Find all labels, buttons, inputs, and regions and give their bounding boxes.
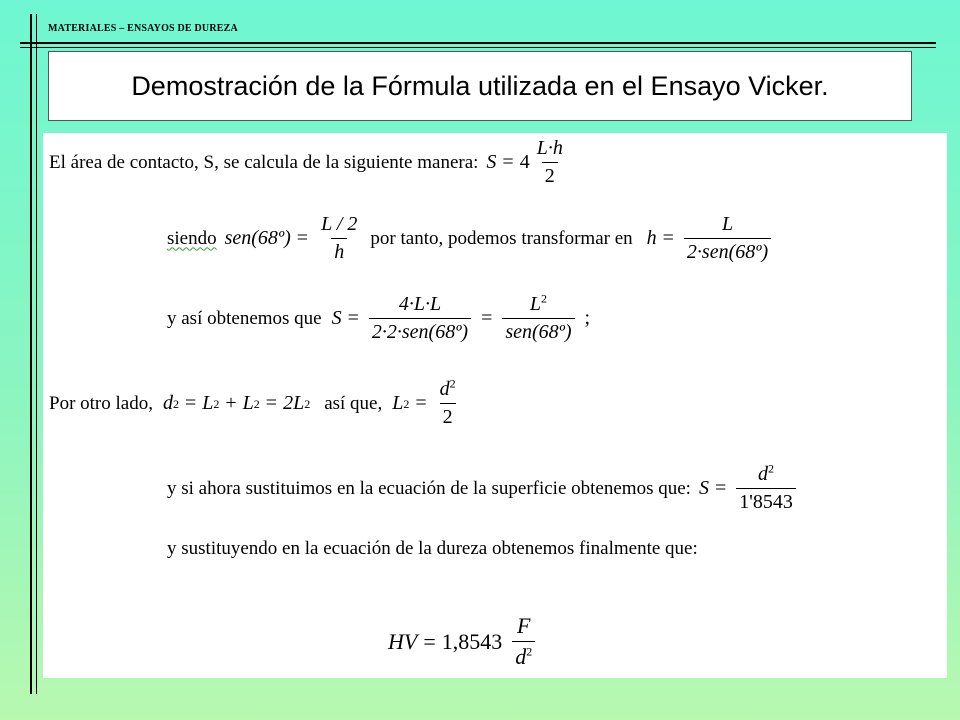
line2-siendo: siendo <box>167 227 217 249</box>
line2-por-tanto: por tanto, podemos transformar en <box>370 227 633 249</box>
formula-d2: d 2 = L 2 + L 2 = 2L 2 <box>162 392 311 414</box>
line1-text: El área de contacto, S, se calcula de la siguiente manera: <box>49 151 479 173</box>
formula-L2: L 2 = $\frac{d^2}{2}$ <box>392 378 462 429</box>
fraction-4LL: $\frac{4\cdot L\cdot L}{\text{2·2·sen(68º)}}$ <box>369 293 471 344</box>
header-label: MATERIALES – ENSAYOS DE DUREZA <box>48 23 238 34</box>
formula-S-1: S = 4 $\frac{L\cdot h}{2}$ <box>486 137 569 188</box>
fraction-F-d2: $\frac{F}{d^2}$ <box>512 613 535 670</box>
fraction-Lh-2: $\frac{L\cdot h}{2}$ <box>536 137 563 187</box>
title-box <box>48 51 912 121</box>
header-rule-thin <box>20 47 936 48</box>
line-sustituimos <box>167 463 800 514</box>
line6-text: y sustituyendo en la ecuación de la dureza obtenemos finalmente que: <box>167 538 698 559</box>
fraction-L2-sen: $\frac{L^2}{\text{sen(68º)}}$ <box>502 293 574 344</box>
fraction-d2-18543: $\frac{d^2}{1'8543}$ <box>736 463 796 514</box>
line4-text: Por otro lado, <box>49 392 153 414</box>
line-area-contacto <box>49 137 570 188</box>
fraction-L-2sen: $\frac{L}{\text{2·sen(68º)}}$ <box>684 213 771 264</box>
line-asi-obtenemos <box>167 293 590 344</box>
line5-text: y si ahora sustituimos en la ecuación de la superficie obtenemos que: <box>167 477 691 499</box>
line-por-otro-lado <box>49 378 463 429</box>
fraction-L2-h: $\frac{L / 2}{h}$ <box>321 213 358 263</box>
final-formula-HV: HV = 1,8543 $\frac{F}{d^2}$ <box>388 613 539 670</box>
line4-asi-que: así que, <box>324 392 383 414</box>
formula-S-2: S = $\frac{4\cdot L\cdot L}{\text{2·2·sen(68º)}}$ = $\frac{L^2}{\text{sen(68º)}}$ ; <box>331 291 591 343</box>
formula-S-3: S = $\frac{d^2}{1'8543}$ <box>699 463 800 514</box>
content-panel <box>43 133 947 678</box>
fraction-d2-2: $\frac{d^2}{2}$ <box>439 376 456 428</box>
left-vertical-line-thin <box>36 14 37 694</box>
line-dureza <box>167 538 698 560</box>
formula-sen: sen(68º) = $\frac{L / 2}{h}$ <box>225 213 365 264</box>
formula-h: h = $\frac{L}{\text{2·sen(68º)}}$ <box>647 213 775 264</box>
line3-text: y así obtenemos que <box>167 307 322 329</box>
header-rule-thick <box>20 42 936 44</box>
line-siendo <box>167 213 775 264</box>
left-vertical-line-thick <box>30 14 32 694</box>
page-title: Demostración de la Fórmula utilizada en el Ensayo Vicker. <box>131 70 829 101</box>
